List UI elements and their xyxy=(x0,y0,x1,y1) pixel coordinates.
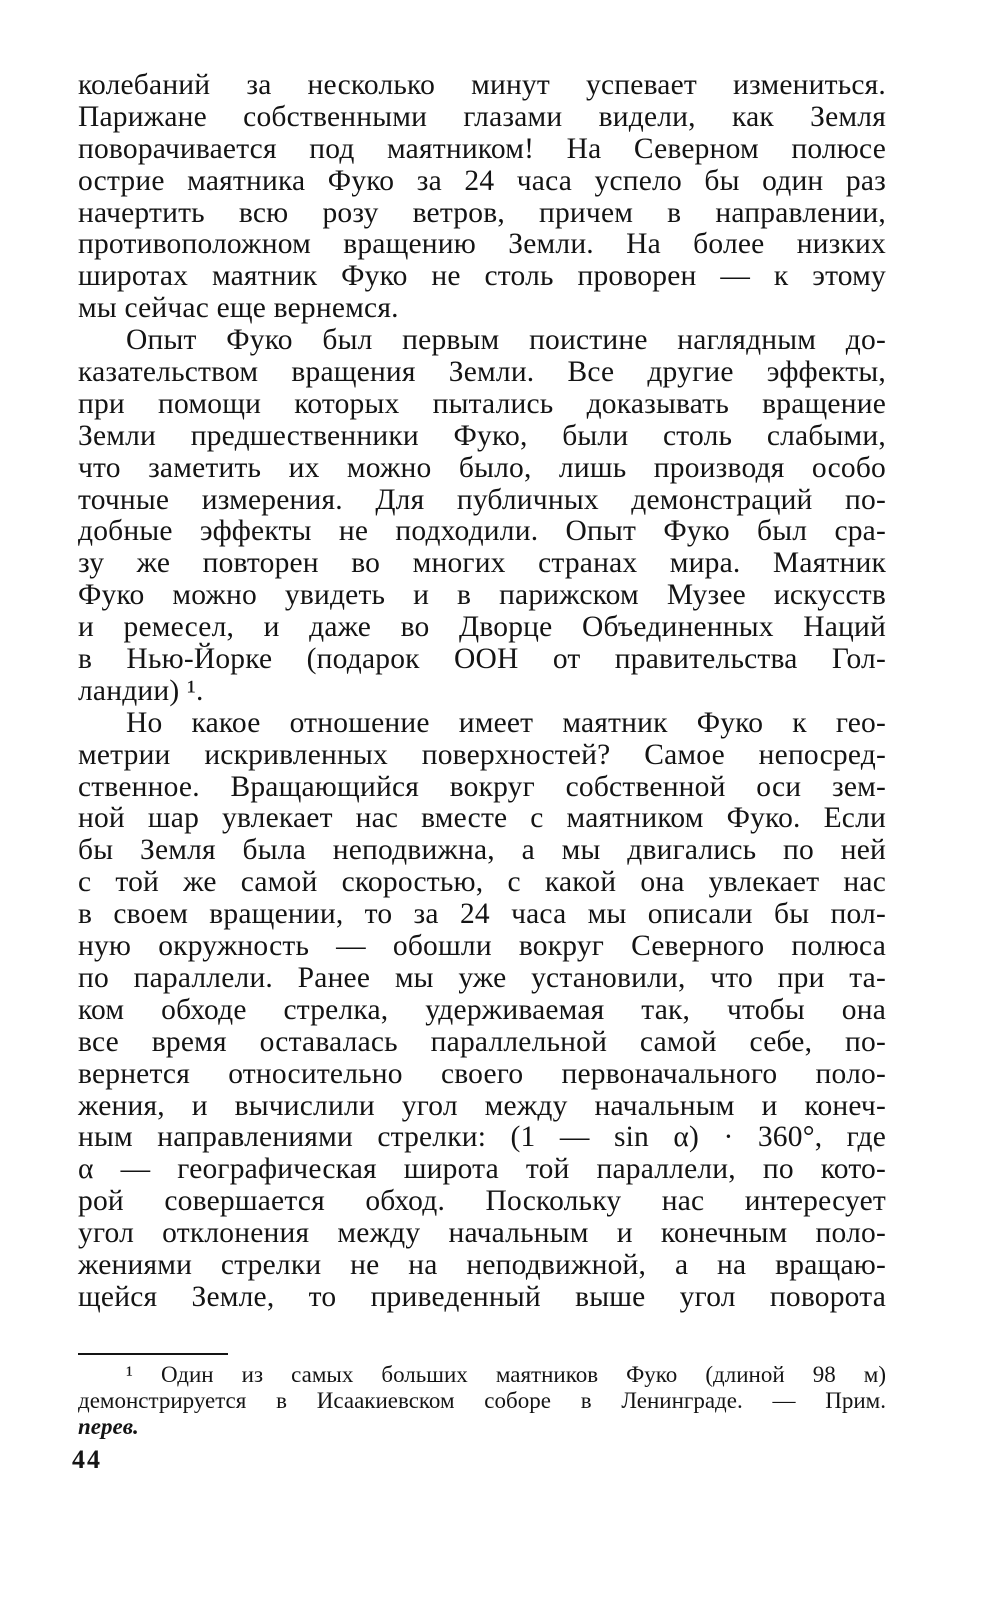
page-number: 44 xyxy=(72,1445,102,1474)
text-line: щейся Земле, то приведенный выше угол поворота xyxy=(78,1280,886,1313)
text-line: жениями стрелки не на неподвижной, а на вращаю- xyxy=(78,1248,886,1281)
text-line: мы сейчас еще вернемся. xyxy=(78,292,399,325)
text-line: противоположном вращению Земли. На более низких xyxy=(78,228,886,261)
text-line: Парижане собственными глазами видели, как Земля xyxy=(78,100,886,133)
text-line: острие маятника Фуко за 24 часа успело бы один раз xyxy=(78,164,886,197)
footnote-separator xyxy=(78,1353,228,1355)
text-line: ком обходе стрелка, удерживаемая так, чтобы она xyxy=(78,993,886,1026)
text-line: добные эффекты не подходили. Опыт Фуко был сра- xyxy=(78,515,886,548)
text-line: казательством вращения Земли. Все другие эффекты, xyxy=(78,356,886,389)
text-line: угол отклонения между начальным и конечным поло- xyxy=(78,1217,886,1250)
text-line: зу же повторен во многих странах мира. Маятник xyxy=(78,547,886,580)
text-line: ной шар увлекает нас вместе с маятником Фуко. Если xyxy=(78,802,886,835)
text-line: широтах маятник Фуко не столь проворен — к этому xyxy=(78,260,886,293)
text-line: ную окружность — обошли вокруг Северного полюса xyxy=(78,930,886,963)
body-text xyxy=(78,70,886,1314)
footnote-line: ¹ Один из самых больших маятников Фуко (длиной 98 м) xyxy=(126,1362,886,1387)
text-line: с той же самой скоростью, с какой она увлекает нас xyxy=(78,866,886,899)
footnote-line: перев. xyxy=(78,1414,139,1439)
text-line: ландии) ¹. xyxy=(78,674,204,707)
text-line: в Нью-Йорке (подарок ООН от правительства Гол- xyxy=(78,643,886,676)
text-line: бы Земля была неподвижна, а мы двигались по ней xyxy=(78,834,886,867)
text-line: Опыт Фуко был первым поистине наглядным до- xyxy=(126,324,886,357)
text-line: Фуко можно увидеть и в парижском Музее искусств xyxy=(78,579,886,612)
text-line: вернется относительно своего первоначального поло- xyxy=(78,1057,886,1090)
text-line: точные измерения. Для публичных демонстраций по- xyxy=(78,483,886,516)
text-line: α — географическая широта той параллели, по кото- xyxy=(78,1153,886,1186)
footnote-line: демонстрируется в Исаакиевском соборе в Ленинграде. — Прим. xyxy=(78,1388,886,1413)
text-line: поворачивается под маятником! На Северном полюсе xyxy=(78,132,886,165)
text-line: рой совершается обход. Поскольку нас интересует xyxy=(78,1185,886,1218)
text-line: колебаний за несколько минут успевает измениться. xyxy=(78,69,886,101)
text-line: ным направлениями стрелки: (1 — sin α) · 360°, где xyxy=(78,1121,886,1154)
text-line: при помощи которых пытались доказывать вращение xyxy=(78,387,886,420)
text-line: Но какое отношение имеет маятник Фуко к гео- xyxy=(126,706,886,739)
text-line: жения, и вычислили угол между начальным и конеч- xyxy=(78,1089,886,1122)
text-line: по параллели. Ранее мы уже установили, что при та- xyxy=(78,961,886,994)
text-line: метрии искривленных поверхностей? Самое непосред- xyxy=(78,738,886,771)
text-line: в своем вращении, то за 24 часа мы описали бы пол- xyxy=(78,898,886,931)
text-line: что заметить их можно было, лишь производя особо xyxy=(78,451,886,484)
footnote xyxy=(78,1362,886,1440)
text-line: ственное. Вращающийся вокруг собственной оси зем- xyxy=(78,770,886,803)
text-line: начертить всю розу ветров, причем в направлении, xyxy=(78,196,886,229)
text-line: все время оставалась параллельной самой себе, по- xyxy=(78,1025,886,1058)
text-line: Земли предшественники Фуко, были столь слабыми, xyxy=(78,419,886,452)
text-line: и ремесел, и даже во Дворце Объединенных Наций xyxy=(78,611,886,644)
